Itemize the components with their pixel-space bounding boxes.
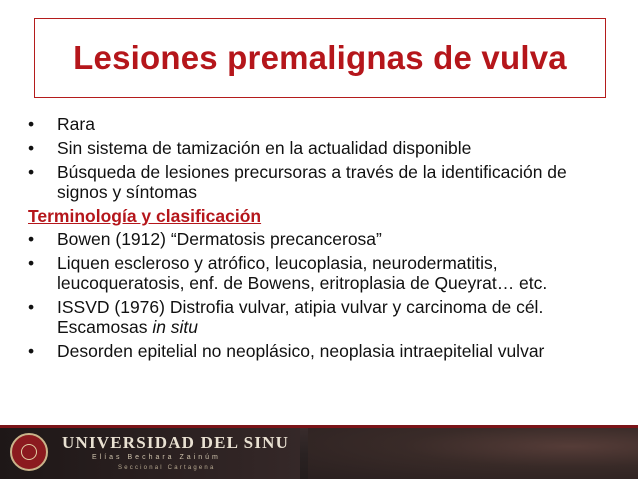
seal-inner-ring	[21, 444, 37, 460]
footer-banner	[0, 425, 638, 479]
slide-content	[28, 114, 618, 365]
bullet-item: • Búsqueda de lesiones precursoras a través de la identificación de signos y síntomas	[28, 162, 618, 202]
university-seal-icon	[10, 433, 48, 471]
bullet-italic-text: in situ	[152, 317, 199, 337]
title-box	[34, 18, 606, 98]
bullet-item: • Sin sistema de tamización en la actualidad disponible	[28, 138, 618, 158]
university-logo-title: UNIVERSIDAD DEL SINU	[62, 433, 290, 452]
bullet-item: • Bowen (1912) “Dermatosis precancerosa”	[28, 229, 618, 249]
bullet-text: ISSVD (1976) Distrofia vulvar, atipia vulvar y carcinoma de cél. Escamosas	[57, 297, 544, 337]
footer-stripe	[0, 425, 638, 428]
intro-bullet-list	[28, 114, 618, 202]
classification-bullet-list	[28, 229, 618, 361]
footer-right-panel	[308, 425, 638, 479]
bullet-item: • Liquen escleroso y atrófico, leucoplasia, neurodermatitis, leucoqueratosis, enf. de Bowens, eritroplasia de Queyrat… etc.	[28, 253, 618, 293]
university-logo-subtitle: Elías Bechara Zainúm	[92, 454, 221, 461]
bullet-item: • Desorden epitelial no neoplásico, neoplasia intraepitelial vulvar	[28, 341, 618, 361]
bullet-item: • Rara	[28, 114, 618, 134]
bullet-item	[28, 297, 618, 337]
university-logo-campus: Seccional Cartagena	[118, 465, 216, 471]
section-subheading: Terminología y clasificación	[28, 206, 262, 226]
slide-title: Lesiones premalignas de vulva	[73, 39, 567, 76]
